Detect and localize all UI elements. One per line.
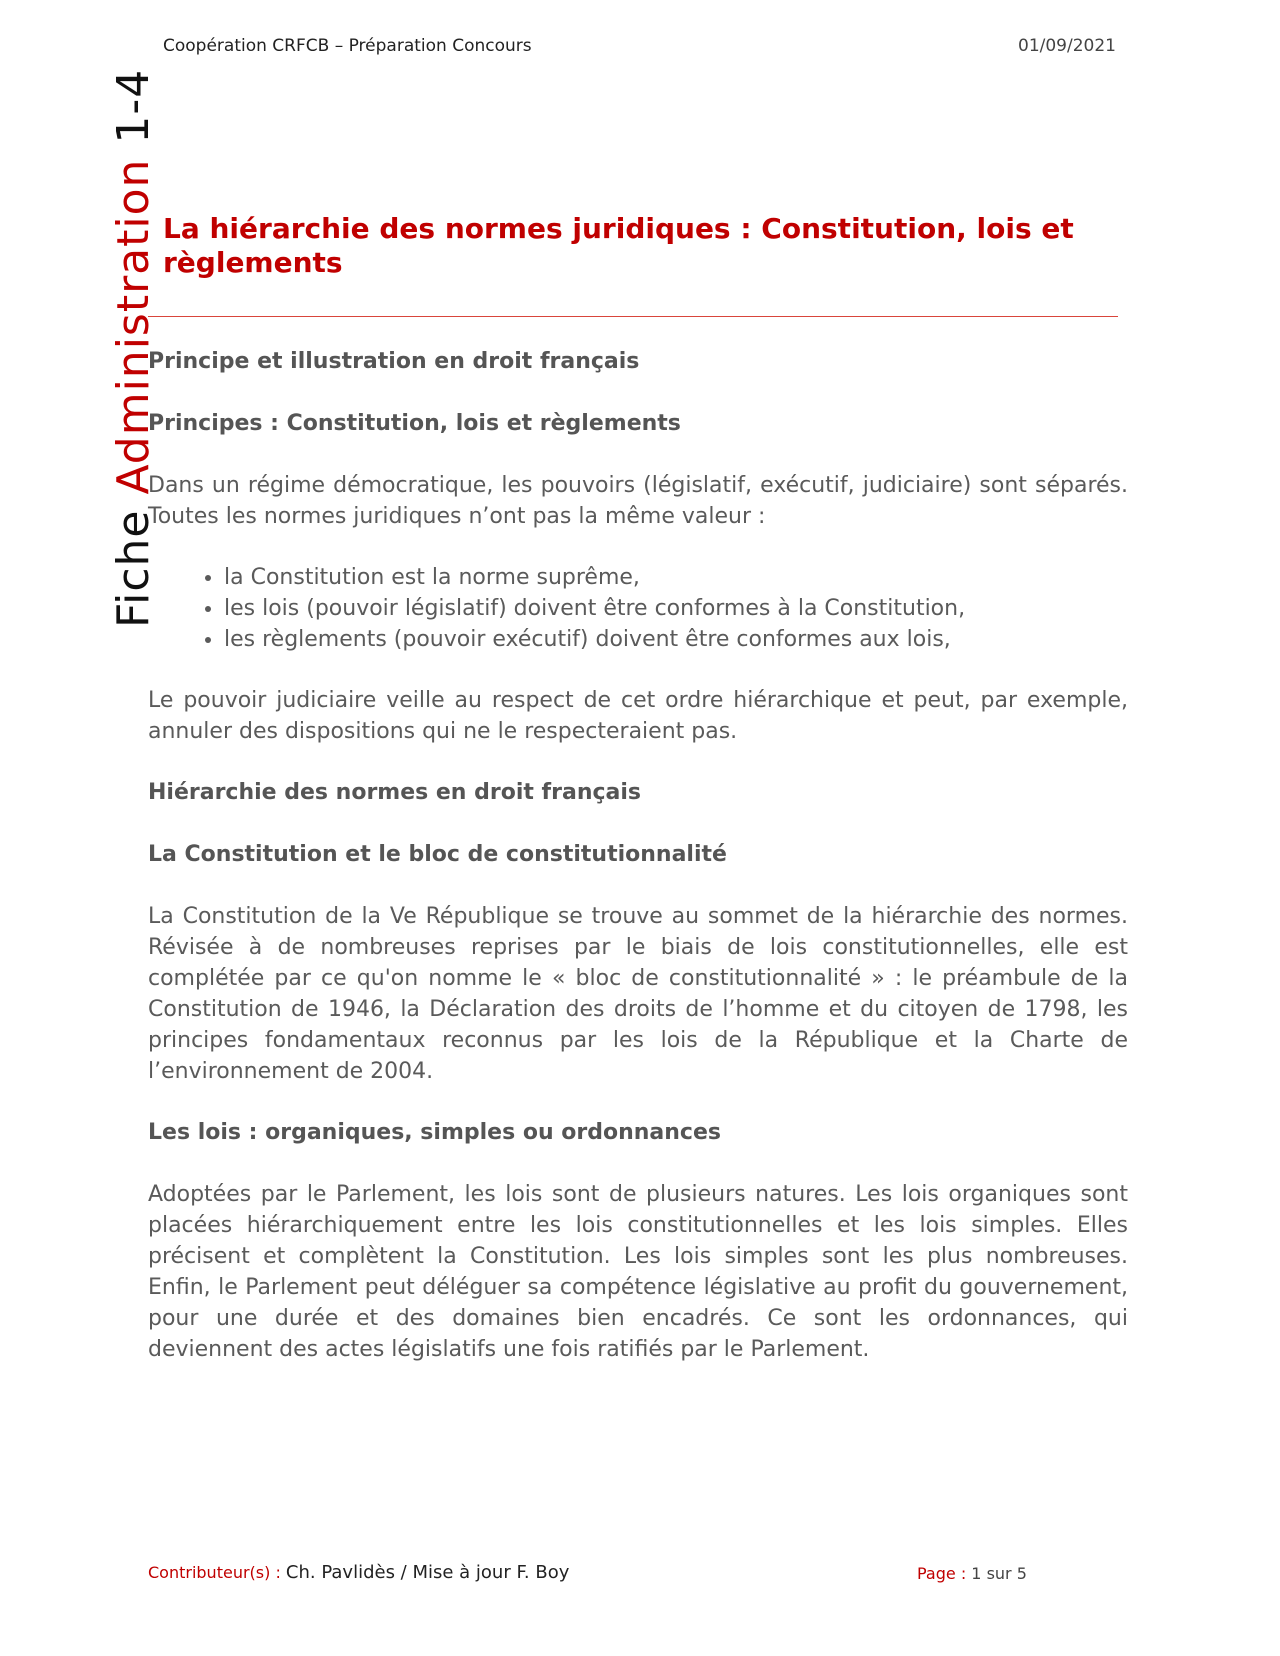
- paragraph: La Constitution de la Ve République se trouve au sommet de la hiérarchie des normes. Révisée à de nombreuses reprises par le biais de lois constitutionnelles, elle est complétée par ce qu'on nomme le « bloc de constitutionnalité » : le préambule de la Constitution de 1946, la Déclaration des droits de l’homme et du citoyen de 1798, les principes fondamentaux reconnus par les lois de la République et la Charte de l’environnement de 2004.: [148, 904, 1128, 1084]
- paragraph: Dans un régime démocratique, les pouvoirs (législatif, exécutif, judiciaire) sont séparés. Toutes les normes juridiques n’ont pas la même valeur :: [148, 473, 1128, 529]
- side-title-prefix: Fiche: [108, 494, 159, 628]
- header-organization: Coopération CRFCB – Préparation Concours: [163, 36, 532, 56]
- side-title-accent: Administration: [108, 158, 159, 495]
- section-heading: Principe et illustration en droit français: [148, 349, 640, 374]
- section-heading: Principes : Constitution, lois et règlements: [148, 411, 681, 436]
- page-title: La hiérarchie des normes juridiques : Constitution, lois et règlements: [163, 212, 1074, 279]
- bullet-list: [148, 562, 1128, 655]
- section-heading: Les lois : organiques, simples ou ordonnances: [148, 1120, 721, 1145]
- document-body: [148, 346, 1128, 1365]
- page-label: Page :: [917, 1564, 972, 1583]
- contributors-value: Ch. Pavlidès / Mise à jour F. Boy: [285, 1562, 570, 1583]
- section-heading: La Constitution et le bloc de constitutionnalité: [148, 842, 727, 867]
- side-title-suffix: 1-4: [108, 68, 159, 159]
- title-divider: [148, 316, 1118, 317]
- paragraph: Adoptées par le Parlement, les lois sont de plusieurs natures. Les lois organiques sont placées hiérarchiquement entre les lois constitutionnelles et les lois simples. Elles précisent et complètent la Constitution. Les lois simples sont les plus nombreuses. Enfin, le Parlement peut déléguer sa compétence législative au profit du gouvernement, pour une durée et des domaines bien encadrés. Ce sont les ordonnances, qui deviennent des actes législatifs une fois ratifiés par le Parlement.: [148, 1182, 1128, 1362]
- list-item: • les règlements (pouvoir exécutif) doivent être conformes aux lois,: [224, 624, 1128, 655]
- footer-page-number: [917, 1564, 1027, 1583]
- list-item: • les lois (pouvoir législatif) doivent être conformes à la Constitution,: [224, 593, 1128, 624]
- header-date: 01/09/2021: [1018, 36, 1116, 56]
- page-value: 1 sur 5: [971, 1564, 1027, 1583]
- contributors-label: Contributeur(s) :: [148, 1563, 286, 1582]
- paragraph: Le pouvoir judiciaire veille au respect de cet ordre hiérarchique et peut, par exemple, annuler des dispositions qui ne le respecteraient pas.: [148, 688, 1128, 744]
- footer-contributors: [148, 1562, 569, 1583]
- list-item: • la Constitution est la norme suprême,: [224, 562, 1128, 593]
- section-heading: Hiérarchie des normes en droit français: [148, 780, 642, 805]
